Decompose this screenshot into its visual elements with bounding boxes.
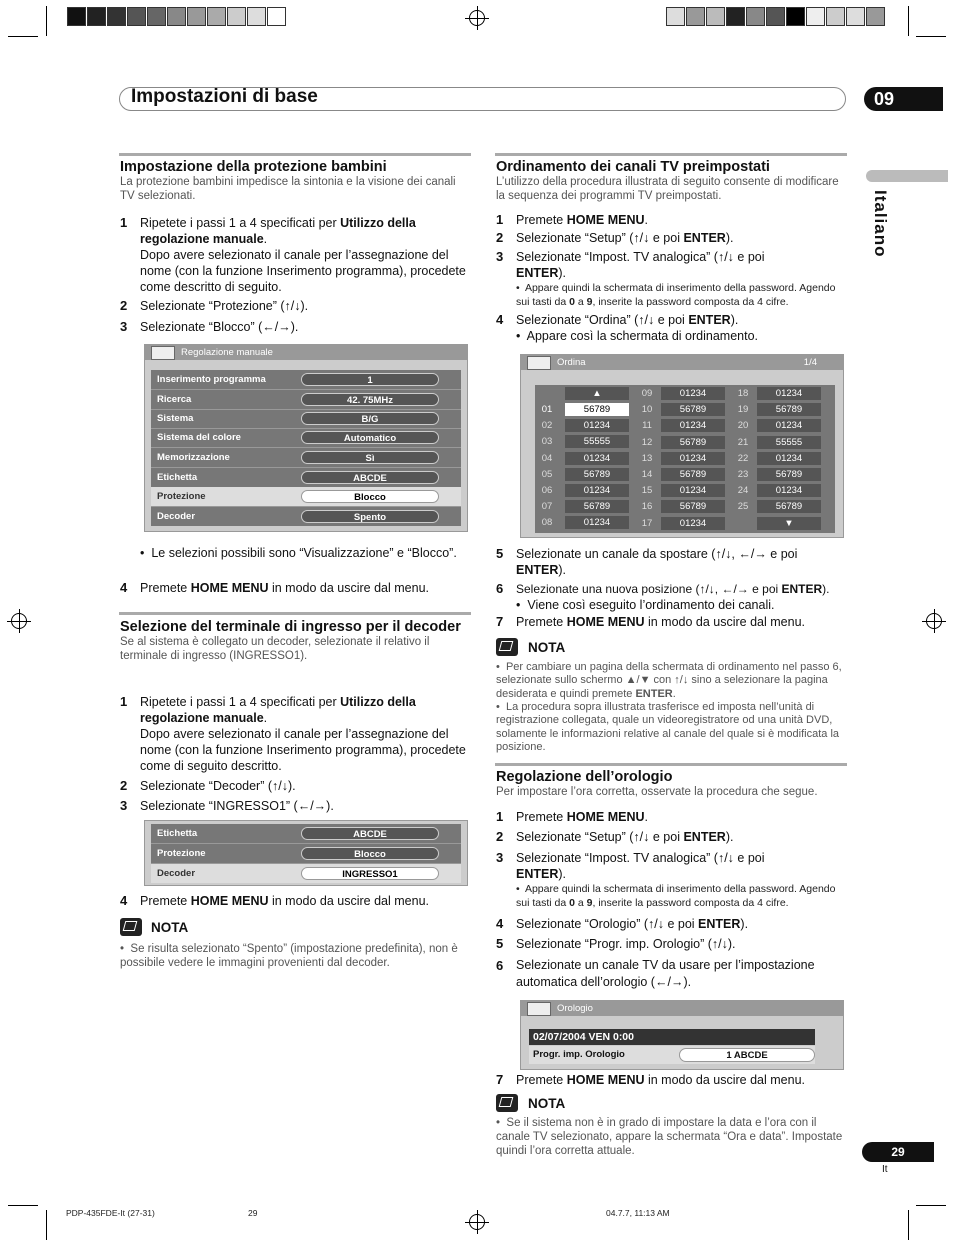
channel-value[interactable]: 01234 (661, 517, 725, 530)
channel-number: 22 (737, 452, 749, 464)
note-icon (496, 1094, 518, 1112)
bullet-item: • Viene così eseguito l’ordinamento dei canali. (516, 598, 775, 612)
channel-number: 06 (541, 485, 553, 496)
step: 4 Selezionate “Orologio” (↑/↓ e poi ENTER). (496, 916, 749, 931)
channel-number: 24 (737, 485, 749, 497)
note-label: NOTA (151, 920, 189, 935)
osd-menu-icon (527, 356, 551, 370)
section-intro: La protezione bambini impedisce la sintonia e la visione dei canali TV selezionati. (120, 176, 456, 202)
channel-number: 10 (641, 404, 653, 416)
note-text: • La procedura sopra illustrata trasferisce ed imposta nell’unità di registrazione collegata, quale un videoregistratore od una unità DVD, solamente le informazioni relative al canale del quale si è modificata la posizione. (496, 701, 840, 753)
osd-row[interactable]: Memorizzazione Sì (151, 448, 461, 468)
osd-row[interactable]: Sistema del colore Automatico (151, 428, 461, 448)
section-intro: L’utilizzo della procedura illustrata di seguito consente di modificare la sequenza dei programmi TV preimpostati. (496, 176, 839, 202)
channel-value[interactable]: 56789 (661, 500, 725, 513)
registration-mark-icon (469, 10, 485, 26)
channel-value[interactable]: 56789 (661, 436, 725, 449)
chapter-badge: 09 (864, 87, 943, 111)
osd-row[interactable]: Etichetta ABCDE (151, 468, 461, 488)
channel-number: 02 (541, 420, 553, 432)
osd-page-indicator: 1/4 (803, 357, 817, 368)
channel-value[interactable]: 01234 (757, 419, 821, 432)
osd-row-selected[interactable]: Protezione Blocco (151, 487, 461, 507)
channel-value[interactable]: 55555 (565, 435, 629, 448)
note-icon (120, 918, 142, 936)
step: 7 Premete HOME MENU in modo da uscire dal menu. (496, 1072, 806, 1087)
channel-value[interactable]: 56789 (661, 403, 725, 416)
osd-row[interactable]: Protezione Blocco (151, 844, 461, 864)
channel-number: 12 (641, 436, 653, 448)
note-icon (496, 638, 518, 656)
step: 1 Premete HOME MENU. (496, 212, 648, 227)
osd-row[interactable]: Sistema B/G (151, 409, 461, 429)
section-heading: Impostazione della protezione bambini (120, 159, 387, 175)
channel-value[interactable]: 01234 (565, 516, 629, 529)
crop-mark (8, 36, 38, 37)
channel-number: 14 (641, 469, 653, 480)
step: 7 Premete HOME MENU in modo da uscire dal menu. (496, 614, 806, 629)
channel-value[interactable]: 01234 (565, 419, 629, 432)
channel-value[interactable]: 56789 (565, 500, 629, 513)
registration-mark-icon (926, 613, 942, 629)
channel-value[interactable]: 01234 (661, 387, 725, 400)
registration-mark-icon (11, 613, 27, 629)
crop-mark (916, 36, 946, 37)
step: 3 Selezionate “INGRESSO1” (←/→). (120, 798, 334, 813)
channel-number: 04 (541, 452, 553, 464)
channel-value[interactable]: 55555 (757, 436, 821, 449)
step: 3 Selezionate “Blocco” (←/→). (120, 319, 299, 334)
channel-value[interactable]: 56789 (757, 468, 821, 481)
crop-mark (46, 6, 47, 36)
section-intro: Per impostare l’ora corretta, osservate la procedura che segue. (496, 786, 818, 798)
channel-value[interactable]: 01234 (661, 452, 725, 465)
crop-mark (908, 1210, 909, 1240)
channel-number: 09 (641, 388, 653, 399)
channel-number: 18 (737, 388, 749, 399)
crop-mark (916, 1205, 946, 1206)
registration-mark-icon (469, 1214, 485, 1230)
channel-number: 25 (737, 501, 749, 513)
step: 1 Premete HOME MENU. (496, 809, 648, 824)
language-tab-bar (866, 170, 948, 182)
step: 4 Selezionate “Ordina” (↑/↓ e poi ENTER). (496, 312, 739, 327)
step-note: • Appare quindi la schermata di inserimento della password. Agendo sui tasti da 0 a 9, inserite la password composta da 4 cifre. (516, 282, 836, 308)
bullet-item: • Le selezioni possibili sono “Visualizzazione” e “Blocco”. (140, 546, 457, 560)
footer-file: PDP-435FDE-It (27-31) (66, 1208, 155, 1218)
step: 1 Ripetete i passi 1 a 4 specificati per Utilizzo della regolazione manuale. Dopo avere selezionato il canale per l’assegnazione del nome (con la funzione Inserimento programma), procedete come di seguito descritto. (120, 694, 466, 773)
step: 1 Ripetete i passi 1 a 4 specificati per Utilizzo della regolazione manuale. Dopo avere selezionato il canale per l’assegnazione del nome (con la funzione Inserimento programma), procedete come descritto di seguito. (120, 215, 466, 294)
step: 3 Selezionate “Impost. TV analogica” (↑/↓ e poi ENTER). (496, 249, 765, 280)
step: 6 Selezionate un canale TV da usare per l’impostazione automatica dell’orologio (←/→). (496, 958, 815, 989)
osd-row-selected[interactable]: Decoder INGRESSO1 (151, 864, 461, 883)
note-text: • Se risulta selezionato “Spento” (impostazione predefinita), non è possibile vedere le immagini provenienti dal decoder. (120, 943, 458, 969)
step: 4 Premete HOME MENU in modo da uscire dal menu. (120, 893, 430, 908)
osd-title: Regolazione manuale (145, 345, 467, 360)
channel-value[interactable]: 01234 (565, 452, 629, 465)
channel-value[interactable]: 56789 (757, 403, 821, 416)
note-text: • Per cambiare un pagina della schermata di ordinamento nel passo 6, selezionate sullo schermo ▲/▼ con ↑/↓ sino a selezionare la pagina desiderata e quindi premete ENTER. (496, 661, 842, 700)
sort-grid (535, 385, 835, 533)
section-heading: Ordinamento dei canali TV preimpostati (496, 159, 770, 175)
channel-number: 21 (737, 436, 749, 448)
step: 5 Selezionate un canale da spostare (↑/↓, ←/→ e poi ENTER). (496, 546, 798, 577)
osd-menu-icon (527, 1002, 551, 1016)
step: 3 Selezionate “Impost. TV analogica” (↑/↓ e poi ENTER). (496, 850, 765, 881)
channel-number: 16 (641, 501, 653, 513)
step: 2 Selezionate “Setup” (↑/↓ e poi ENTER). (496, 829, 734, 844)
page-title: Impostazioni di base (131, 86, 318, 107)
section-heading: Selezione del terminale di ingresso per il decoder (120, 619, 461, 635)
channel-number: 20 (737, 420, 749, 432)
channel-number: 01 (541, 404, 553, 415)
channel-value[interactable]: 01234 (661, 419, 725, 432)
crop-mark (908, 6, 909, 36)
note-text: • Se il sistema non è in grado di impostare la data e l’ora con il canale TV selezionato, appare la schermata “Ora e data”. Impostate quindi l’ora corretta attuale. (496, 1117, 843, 1157)
channel-value[interactable]: 01234 (661, 484, 725, 497)
osd-decoder (144, 820, 468, 886)
section-intro: Se al sistema è collegato un decoder, selezionate il relativo il terminale di ingresso (INGRESSO1). (120, 636, 430, 662)
section-rule (119, 612, 471, 615)
footer-date: 04.7.7, 11:13 AM (606, 1208, 670, 1218)
crop-mark (46, 1210, 47, 1240)
osd-row[interactable]: Inserimento programma 1 (151, 370, 461, 390)
note-label: NOTA (528, 1096, 566, 1111)
step: 2 Selezionate “Setup” (↑/↓ e poi ENTER). (496, 230, 734, 245)
channel-number: 11 (642, 420, 652, 432)
channel-number: 13 (641, 452, 653, 464)
osd-row-selected[interactable]: Progr. imp. Orologio 1 ABCDE (529, 1046, 815, 1064)
osd-row[interactable]: Ricerca 42. 75MHz (151, 390, 461, 410)
channel-number: 03 (541, 436, 553, 448)
bullet-item: • Appare così la schermata di ordinamento. (516, 329, 759, 343)
channel-number: 17 (641, 517, 653, 529)
osd-sort-channels (520, 354, 844, 538)
osd-manual-tuning (144, 344, 468, 532)
section-rule (495, 153, 847, 156)
osd-row[interactable]: Etichetta ABCDE (151, 824, 461, 844)
step: 4 Premete HOME MENU in modo da uscire dal menu. (120, 580, 430, 595)
scroll-up-icon[interactable]: ▲ (565, 387, 629, 400)
step: 2 Selezionate “Protezione” (↑/↓). (120, 298, 309, 313)
channel-number: 15 (641, 485, 653, 497)
channel-value[interactable]: 01234 (757, 484, 821, 497)
section-rule (119, 153, 471, 156)
osd-clock (520, 1000, 844, 1070)
channel-number: 19 (737, 404, 749, 416)
section-rule (495, 763, 847, 766)
channel-number: 07 (541, 501, 553, 513)
osd-title: Ordina (521, 355, 843, 370)
channel-value[interactable]: 56789 (757, 500, 821, 513)
osd-menu-icon (151, 346, 175, 360)
osd-datetime: 02/07/2004 VEN 0:00 (529, 1029, 815, 1045)
channel-value[interactable]: 56789 (661, 468, 725, 481)
step-note: • Appare quindi la schermata di inserimento della password. Agendo sui tasti da 0 a 9, inserite la password composta da 4 cifre. (516, 883, 836, 909)
step: 6 Selezionate una nuova posizione (↑/↓, ←/→ e poi ENTER). (496, 581, 830, 596)
scroll-down-icon[interactable]: ▼ (757, 517, 821, 530)
page-lang: It (882, 1164, 888, 1175)
footer-page: 29 (248, 1208, 258, 1218)
channel-number: 23 (737, 469, 749, 480)
step: 2 Selezionate “Decoder” (↑/↓). (120, 778, 296, 793)
step: 5 Selezionate “Progr. imp. Orologio” (↑/↓). (496, 936, 736, 951)
osd-title: Orologio (521, 1001, 843, 1016)
channel-number: 08 (541, 517, 553, 529)
channel-value[interactable]: 56789 (565, 403, 629, 416)
language-tab: Italiano (871, 190, 890, 258)
channel-number: 05 (541, 468, 553, 480)
channel-value[interactable]: 01234 (565, 484, 629, 497)
channel-value[interactable]: 56789 (565, 468, 629, 481)
channel-value[interactable]: 01234 (757, 452, 821, 465)
channel-value[interactable]: 01234 (757, 387, 821, 400)
note-label: NOTA (528, 640, 566, 655)
osd-row[interactable]: Decoder Spento (151, 507, 461, 526)
crop-mark (8, 1205, 38, 1206)
page-number: 29 (862, 1142, 934, 1162)
section-heading: Regolazione dell’orologio (496, 769, 673, 785)
